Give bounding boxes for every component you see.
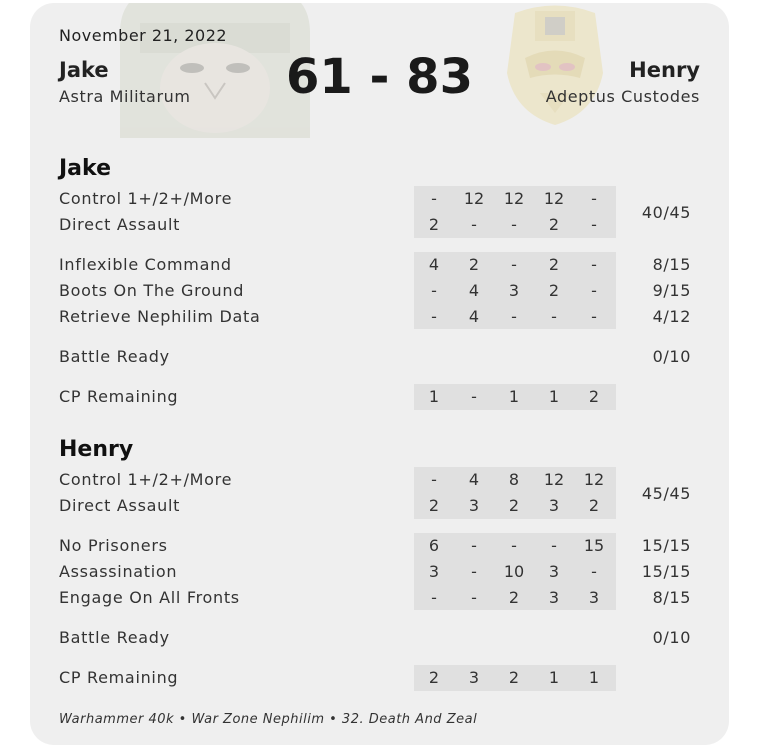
score-cell: 12 (503, 189, 525, 208)
row-label: Inflexible Command (59, 255, 232, 274)
score-cell: 4 (468, 307, 480, 326)
cp-cell: 1 (548, 387, 560, 406)
cp-cell: 2 (508, 668, 520, 687)
row-total: 8/15 (652, 588, 691, 607)
row-label: Battle Ready (59, 628, 170, 647)
score-cell: - (591, 281, 597, 300)
score-cell: 2 (468, 255, 480, 274)
score-cell: 4 (428, 255, 440, 274)
score-cell: 3 (468, 496, 480, 515)
row-label: Retrieve Nephilim Data (59, 307, 261, 326)
score-cell: 2 (428, 496, 440, 515)
score-cell: - (511, 215, 517, 234)
score-cell: - (471, 588, 477, 607)
score-cell: - (511, 536, 517, 555)
row-label: Direct Assault (59, 496, 181, 515)
score-cell: 2 (588, 496, 600, 515)
score-cell: 2 (508, 496, 520, 515)
section-title-jake: Jake (59, 156, 111, 181)
scorecard (30, 3, 729, 745)
score-cell: 12 (543, 189, 565, 208)
score-cell: - (431, 281, 437, 300)
score-cell: - (471, 536, 477, 555)
match-date: November 21, 2022 (59, 26, 228, 45)
score-cell: - (511, 255, 517, 274)
score-cell: - (591, 562, 597, 581)
score-cell: 2 (508, 588, 520, 607)
score-cell: - (551, 536, 557, 555)
left-player-name: Jake (59, 58, 109, 82)
score-cell: - (431, 307, 437, 326)
section-title-henry: Henry (59, 437, 134, 462)
score-cell: 2 (548, 281, 560, 300)
score-cell: 2 (428, 215, 440, 234)
row-total: 45/45 (641, 484, 691, 503)
score-cell: 3 (428, 562, 440, 581)
cp-cell: 3 (468, 668, 480, 687)
score-cell: - (591, 189, 597, 208)
score-cell: 3 (508, 281, 520, 300)
cp-cell: 1 (428, 387, 440, 406)
row-label: Engage On All Fronts (59, 588, 240, 607)
score-cell: 3 (548, 562, 560, 581)
score-cell: - (591, 307, 597, 326)
cp-cell: 2 (588, 387, 600, 406)
score-cell: - (591, 255, 597, 274)
cp-cell: 2 (428, 668, 440, 687)
match-score: 61 - 83 (286, 49, 473, 105)
cp-cell: 1 (508, 387, 520, 406)
row-label: Direct Assault (59, 215, 181, 234)
right-player-name: Henry (629, 58, 700, 82)
row-total: 0/10 (652, 628, 691, 647)
score-cell: 3 (548, 588, 560, 607)
score-cell: 2 (548, 255, 560, 274)
row-total: 9/15 (652, 281, 691, 300)
row-total: 40/45 (641, 203, 691, 222)
row-label: CP Remaining (59, 668, 179, 687)
row-total: 0/10 (652, 347, 691, 366)
score-cell: 12 (543, 470, 565, 489)
score-cell: - (471, 215, 477, 234)
row-total: 15/15 (641, 536, 691, 555)
right-player-faction: Adeptus Custodes (545, 87, 700, 106)
cp-cell: 1 (588, 668, 600, 687)
score-cell: 12 (463, 189, 485, 208)
row-total: 8/15 (652, 255, 691, 274)
row-label: Battle Ready (59, 347, 170, 366)
row-label: Assassination (59, 562, 178, 581)
row-total: 15/15 (641, 562, 691, 581)
row-label: Boots On The Ground (59, 281, 245, 300)
score-cell: 6 (428, 536, 440, 555)
left-player-faction: Astra Militarum (59, 87, 191, 106)
score-cell: 8 (508, 470, 520, 489)
score-cell: 12 (583, 470, 605, 489)
row-total: 4/12 (652, 307, 691, 326)
score-cell: 3 (548, 496, 560, 515)
score-cell: - (431, 189, 437, 208)
score-cell: 4 (468, 470, 480, 489)
score-cell: 15 (583, 536, 605, 555)
score-cell: - (591, 215, 597, 234)
score-cell: - (551, 307, 557, 326)
mission-footer: Warhammer 40k • War Zone Nephilim • 32. Death And Zeal (59, 712, 478, 727)
score-cell: - (431, 588, 437, 607)
score-cell: - (511, 307, 517, 326)
cp-cell: 1 (548, 668, 560, 687)
score-cell: 4 (468, 281, 480, 300)
score-cell: - (431, 470, 437, 489)
row-label: No Prisoners (59, 536, 168, 555)
score-cell: 3 (588, 588, 600, 607)
row-label: Control 1+/2+/More (59, 470, 233, 489)
score-cell: 10 (503, 562, 525, 581)
score-cell: 2 (548, 215, 560, 234)
row-label: CP Remaining (59, 387, 179, 406)
cp-cell: - (471, 387, 477, 406)
score-cell: - (471, 562, 477, 581)
row-label: Control 1+/2+/More (59, 189, 233, 208)
